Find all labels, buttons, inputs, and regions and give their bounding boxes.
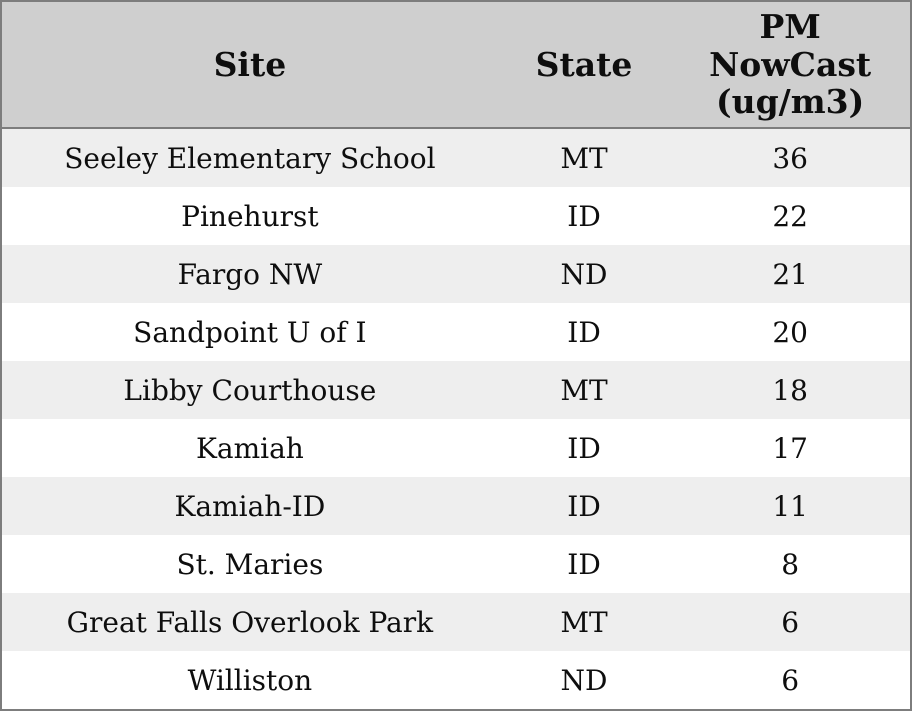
table-cell-state: ID <box>567 431 601 465</box>
table-cell-state: ID <box>567 315 601 349</box>
table-cell-site: Libby Courthouse <box>123 373 377 407</box>
table-cell-pm_nowcast: 11 <box>772 489 808 523</box>
column-header-state <box>498 2 671 127</box>
table-row <box>2 361 910 419</box>
table-cell-site: Sandpoint U of I <box>133 315 367 349</box>
table-cell-pm_nowcast: 36 <box>772 141 808 175</box>
table-cell-pm_nowcast: 8 <box>781 547 800 581</box>
table-cell-pm_nowcast: 6 <box>781 663 800 697</box>
table-row <box>2 535 910 593</box>
column-header-state-label: State <box>535 44 633 84</box>
table-cell-site: Kamiah-ID <box>174 489 326 523</box>
table-row <box>2 419 910 477</box>
table-row <box>2 651 910 709</box>
table-cell-pm_nowcast: 18 <box>772 373 808 407</box>
column-header-site-label: Site <box>213 44 287 84</box>
table-cell-state: ID <box>567 489 601 523</box>
table-cell-pm_nowcast: 22 <box>772 199 808 233</box>
table-cell-site: St. Maries <box>176 547 324 581</box>
table-cell-site: Great Falls Overlook Park <box>66 605 434 639</box>
table-row <box>2 245 910 303</box>
table-cell-state: ND <box>560 257 608 291</box>
column-header-site <box>2 2 498 127</box>
table-cell-state: ID <box>567 199 601 233</box>
table-row <box>2 187 910 245</box>
table-cell-site: Fargo NW <box>177 257 323 291</box>
table-cell-pm_nowcast: 20 <box>772 315 808 349</box>
column-header-pm-nowcast-label: PM NowCast (ug/m3) <box>709 6 872 122</box>
table-cell-site: Williston <box>187 663 313 697</box>
table-cell-site: Seeley Elementary School <box>64 141 436 175</box>
table-body <box>2 129 910 709</box>
column-header-pm-nowcast <box>670 2 910 127</box>
table-cell-state: MT <box>560 605 608 639</box>
table-cell-site: Pinehurst <box>181 199 319 233</box>
table-row <box>2 477 910 535</box>
table-cell-state: ID <box>567 547 601 581</box>
table-row <box>2 593 910 651</box>
table-row <box>2 129 910 187</box>
table-cell-state: MT <box>560 373 608 407</box>
table-cell-site: Kamiah <box>195 431 304 465</box>
table-cell-pm_nowcast: 21 <box>772 257 808 291</box>
table-cell-pm_nowcast: 6 <box>781 605 800 639</box>
table-cell-pm_nowcast: 17 <box>772 431 808 465</box>
table-cell-state: ND <box>560 663 608 697</box>
table-cell-state: MT <box>560 141 608 175</box>
table-header-row <box>2 2 910 129</box>
table-row <box>2 303 910 361</box>
